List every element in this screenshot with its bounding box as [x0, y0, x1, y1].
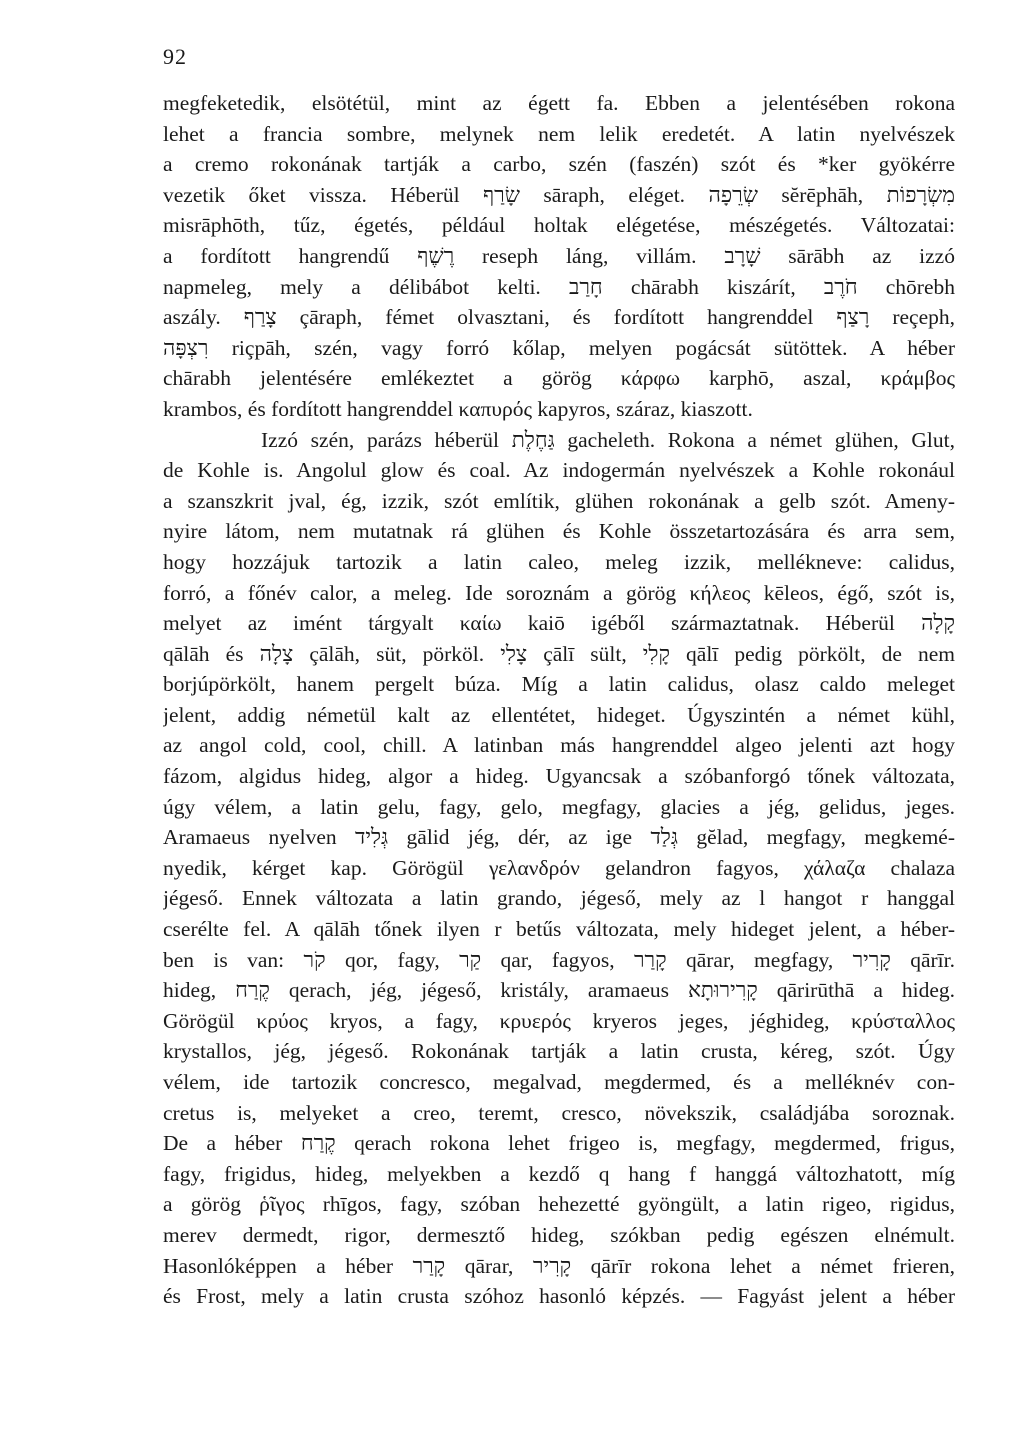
text-line: aszály. צָרַף çāraph, fémet olvasztani, és fordított hangrenddel רָצַף reçeph, [163, 305, 955, 330]
text-line: Görögül κρύος kryos, a fagy, κρυερός kryeros jeges, jéghideg, κρύσταλλος [163, 1008, 955, 1033]
text-line: רִצְפָּה riçpāh, szén, vagy forró kőlap, melyen pogácsát sütöttek. A héber [163, 335, 955, 360]
text-line: chārabh jelentésére emlékeztet a görög κάρφω karphō, aszal, κράμβος [163, 366, 955, 391]
text-line: a szanszkrit jval, ég, izzik, szót említik, glühen rokonának a gelb szót. Ameny- [163, 488, 955, 513]
text-line: borjúpörkölt, hanem pergelt búza. Míg a latin calidus, olasz caldo meleget [163, 672, 955, 697]
text-line: nyire látom, nem mutatnak rá glühen és Kohle összetartozására és arra sem, [163, 519, 955, 544]
text-line: melyet az imént tárgyalt καίω kaiō igéből származtatnak. Héberül קָלָה [163, 611, 955, 636]
text-line: De a héber קֶרַח qerach rokona lehet frigeo is, megfagy, megdermed, frigus, [163, 1131, 955, 1156]
text-line: fagy, frigidus, hideg, melyekben a kezdő q hang f hanggá változhatott, míg [163, 1161, 955, 1186]
text-line: a cremo rokonának tartják a carbo, szén (faszén) szót és *ker gyökérre [163, 152, 955, 177]
text-line: vezetik őket vissza. Héberül שָׂרַף sāraph, eléget. שְׂרֵפָה sĕrēphāh, מִשְׂרָפוֹת [163, 182, 955, 207]
text-line: fázom, algidus hideg, algor a hideg. Ugyancsak a szóbanforgó tőnek változata, [163, 764, 955, 789]
text-line: a görög ῥῖγος rhīgos, fagy, szóban hehezetté gyöngült, a latin rigeo, rigidus, [163, 1192, 955, 1217]
text-line: de Kohle is. Angolul glow és coal. Az indogermán nyelvészek a Kohle rokonául [163, 458, 955, 483]
text-line: úgy vélem, a latin gelu, fagy, gelo, megfagy, glacies a jég, gelidus, jeges. [163, 794, 955, 819]
text-line: jelent, addig németül kalt az ellentétet, hideget. Úgyszintén a német kühl, [163, 702, 955, 727]
text-line: napmeleg, mely a délibábot kelti. חָרַב chārabh kiszárít, חֹרֶב chōrebh [163, 274, 955, 299]
text-line: nyedik, kérget kap. Görögül γελανδρόν gelandron fagyos, χάλαζα chalaza [163, 855, 955, 880]
page-number: 92 [163, 44, 187, 69]
text-line: cserélte fel. A qālāh tőnek ilyen r betűs változata, mely hideget jelent, a héber- [163, 917, 955, 942]
text-line: hogy hozzájuk tartozik a latin caleo, meleg izzik, mellékneve: calidus, [163, 549, 955, 574]
text-line: és Frost, mely a latin crusta szóhoz hasonló képzés. — Fagyást jelent a héber [163, 1284, 955, 1309]
text-line: Hasonlóképpen a héber קָרַר qārar, קָרִיר qārīr rokona lehet a német frieren, [163, 1253, 955, 1278]
text-line: krystallos, jég, jégeső. Rokonának tartják a latin crusta, kéreg, szót. Úgy [163, 1039, 955, 1064]
text-line: az angol cold, cool, chill. A latinban más hangrenddel algeo jelenti azt hogy [163, 733, 955, 758]
text-line: cretus is, melyeket a creo, teremt, cresco, növekszik, családjába soroznak. [163, 1100, 955, 1125]
text-line: merev dermedt, rigor, dermesztő hideg, szókban pedig egészen elnémult. [163, 1222, 955, 1247]
text-line: Aramaeus nyelven גְּלִיד gālid jég, dér, az ige גְּלַד gĕlad, megfagy, megkemé- [163, 825, 955, 850]
text-line: jégeső. Ennek változata a latin grando, jégeső, mely az l hangot r hanggal [163, 886, 955, 911]
text-line: Izzó szén, parázs héberül גַּחֶלֶת gacheleth. Rokona a német glühen, Glut, [261, 427, 955, 452]
text-line: qālāh és צָלָה çālāh, süt, pörköl. צָלִי çālī sült, קָלִי qālī pedig pörkölt, de nem [163, 641, 955, 666]
text-line: misrāphōth, tűz, égetés, például holtak elégetése, mészégetés. Változatai: [163, 213, 955, 238]
text-line: krambos, és fordított hangrenddel καπυρός kapyros, száraz, kiaszott. [163, 396, 753, 421]
text-line: a fordított hangrendű רֶשֶׁף reseph láng, villám. שָׁרָב sārābh az izzó [163, 243, 955, 268]
text-line: megfeketedik, elsötétül, mint az égett fa. Ebben a jelentésében rokona [163, 91, 955, 115]
text-line: forró, a főnév calor, a meleg. Ide soroznám a görög κήλεος kēleos, égő, szót is, [163, 580, 955, 605]
text-line: vélem, ide tartozik concresco, megalvad, megdermed, és a melléknév con- [163, 1070, 955, 1094]
text-line: lehet a francia sombre, melynek nem lelik eredetét. A latin nyelvészek [163, 121, 955, 146]
text-line: hideg, קֶרַח qerach, jég, jégeső, kristály, aramaeus קָרִירוּתָא qārirūthā a hideg. [163, 978, 955, 1003]
body-text [163, 88, 955, 1312]
text-line: ben is van: קֹר qor, fagy, קַר qar, fagyos, קָרַר qārar, megfagy, קָרִיר qārīr. [163, 947, 955, 972]
